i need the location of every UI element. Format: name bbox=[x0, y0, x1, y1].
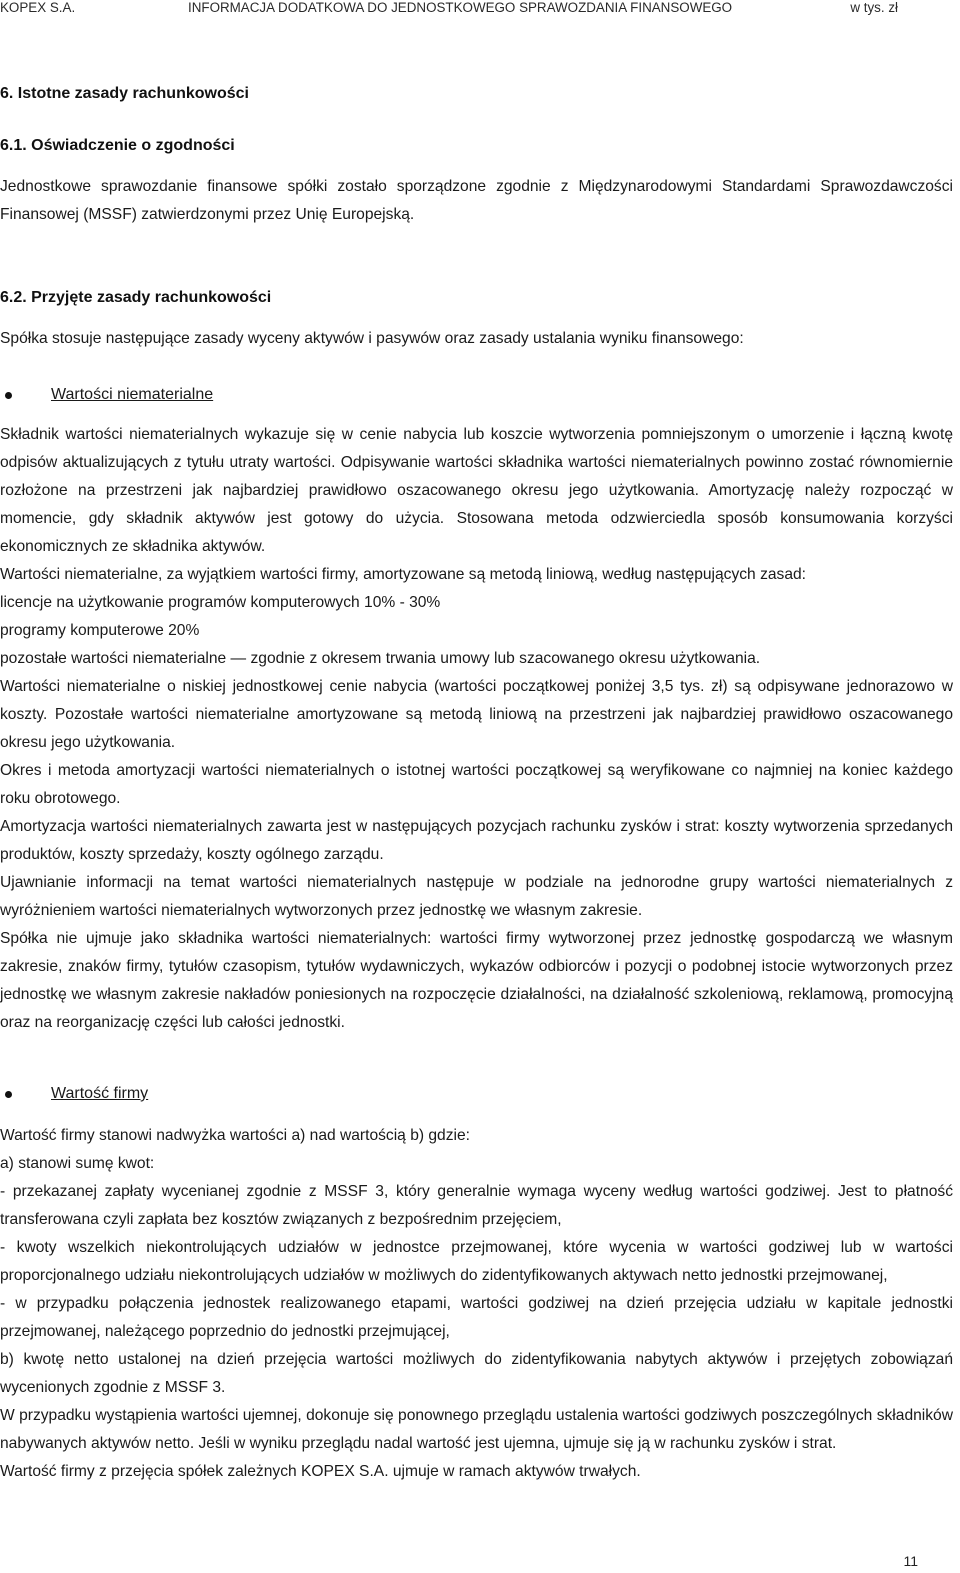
bullet-icon bbox=[5, 392, 12, 399]
paragraph: Spółka nie ujmuje jako składnika wartości niematerialnych: wartości firmy wytworzonej przez jednostkę gospodarczą we własnym zakresie, znaków firmy, tytułów czasopism, tytułów wydawniczych, wykazów odbiorców i pozycji o podobnej istocie wytworzonych przez jednostkę we własnym zakresie nakładów poniesionych na rozpoczęcie działalności, na działalność szkoleniową, reklamową, promocyjną oraz na reorganizację części lub całości jednostki. bbox=[0, 930, 953, 1031]
header-units: w tys. zł bbox=[850, 0, 898, 15]
paragraph: licencje na użytkowanie programów komputerowych 10% - 30% bbox=[0, 594, 441, 611]
bullet-label: Wartość firmy bbox=[51, 1085, 149, 1102]
paragraph: Wartości niematerialne, za wyjątkiem wartości firmy, amortyzowane są metodą liniową, według następujących zasad: bbox=[0, 566, 807, 583]
section-title: 6. Istotne zasady rachunkowości bbox=[0, 85, 249, 102]
paragraph: pozostałe wartości niematerialne — zgodnie z okresem trwania umowy lub szacowanego okresu użytkowania. bbox=[0, 650, 761, 667]
paragraph: Ujawnianie informacji na temat wartości niematerialnych następuje w podziale na jednorodne grupy wartości niematerialnych z wyróżnieniem wartości niematerialnych wytworzonych przez jednostkę we własnym zakresie. bbox=[0, 874, 953, 919]
paragraph: - przekazanej zapłaty wycenianej zgodnie z MSSF 3, który generalnie wymaga wyceny według wartości godziwej. Jest to płatność transferowana czyli zapłata bez kosztów związanych z bezpośrednim przejęciem, bbox=[0, 1183, 953, 1228]
paragraph: Wartość firmy stanowi nadwyżka wartości a) nad wartością b) gdzie: bbox=[0, 1127, 470, 1144]
paragraph: Amortyzacja wartości niematerialnych zawarta jest w następujących pozycjach rachunku zysków i strat: koszty wytworzenia sprzedanych produktów, koszty sprzedaży, koszty ogólnego zarządu. bbox=[0, 818, 953, 863]
subsection-2-title: 6.2. Przyjęte zasady rachunkowości bbox=[0, 289, 272, 306]
paragraph: - w przypadku połączenia jednostek realizowanego etapami, wartości godziwej na dzień przejęcia udziału w kapitale jednostki przejmowanej, należącego poprzednio do jednostki przejmującej, bbox=[0, 1295, 953, 1340]
paragraph: programy komputerowe 20% bbox=[0, 622, 200, 639]
header-title: INFORMACJA DODATKOWA DO JEDNOSTKOWEGO SPRAWOZDANIA FINANSOWEGO bbox=[188, 0, 733, 15]
paragraph: Spółka stosuje następujące zasady wyceny aktywów i pasywów oraz zasady ustalania wyniku finansowego: bbox=[0, 330, 744, 347]
paragraph: Wartość firmy z przejęcia spółek zależnych KOPEX S.A. ujmuje w ramach aktywów trwałych. bbox=[0, 1463, 641, 1480]
page-header bbox=[0, 0, 960, 20]
paragraph: a) stanowi sumę kwot: bbox=[0, 1155, 155, 1172]
bullet-label: Wartości niematerialne bbox=[51, 386, 214, 403]
policies-intro bbox=[0, 325, 953, 353]
header-company: KOPEX S.A. bbox=[0, 0, 76, 15]
paragraph: Jednostkowe sprawozdanie finansowe spółki zostało sporządzone zgodnie z Międzynarodowymi Standardami Sprawozdawczości Finansowej (MSSF) zatwierdzonymi przez Unię Europejską. bbox=[0, 178, 953, 223]
paragraph: - kwoty wszelkich niekontrolujących udziałów w jednostce przejmowanej, które wycenia w wartości godziwej lub w wartości proporcjonalnego udziału niekontrolujących udziałów w możliwych do zidentyfikowanych aktywach netto jednostki przejmowanej, bbox=[0, 1239, 953, 1284]
page-number: 11 bbox=[903, 1553, 918, 1569]
bullet-icon bbox=[5, 1091, 12, 1098]
subsection-1-title: 6.1. Oświadczenie o zgodności bbox=[0, 137, 235, 154]
compliance-statement bbox=[0, 173, 953, 229]
paragraph: b) kwotę netto ustalonej na dzień przejęcia wartości możliwych do zidentyfikowania nabytych aktywów i przejętych zobowiązań wycenionych zgodnie z MSSF 3. bbox=[0, 1351, 953, 1396]
intangibles-body bbox=[0, 421, 953, 1037]
paragraph: W przypadku wystąpienia wartości ujemnej, dokonuje się ponownego przeglądu ustalenia wartości godziwych poszczególnych składników nabywanych aktywów netto. Jeśli w wyniku przeglądu nadal wartość jest ujemna, ujmuje się ją w rachunku zysków i strat. bbox=[0, 1407, 953, 1452]
goodwill-body bbox=[0, 1122, 953, 1486]
paragraph: Wartości niematerialne o niskiej jednostkowej cenie nabycia (wartości początkowej poniżej 3,5 tys. zł) są odpisywane jednorazowo w koszty. Pozostałe wartości niematerialne amortyzowane są metodą liniową na przestrzeni jak najbardziej prawidłowo oszacowanego okresu jego użytkowania. bbox=[0, 678, 953, 751]
paragraph: Okres i metoda amortyzacji wartości niematerialnych o istotnej wartości początkowej są weryfikowane co najmniej na koniec każdego roku obrotowego. bbox=[0, 762, 953, 807]
paragraph: Składnik wartości niematerialnych wykazuje się w cenie nabycia lub koszcie wytworzenia pomniejszonym o umorzenie i łączną kwotę odpisów aktualizujących z tytułu utraty wartości. Odpisywanie wartości składnika wartości niematerialnych powinno zostać równomiernie rozłożone na przestrzeni jak najbardziej prawidłowo oszacowanego okresu jego użytkowania. Amortyzację należy rozpocząć w momencie, gdy składnik aktywów jest gotowy do użycia. Stosowana metoda odzwierciedla sposób konsumowania korzyści ekonomicznych ze składnika aktywów. bbox=[0, 426, 953, 555]
